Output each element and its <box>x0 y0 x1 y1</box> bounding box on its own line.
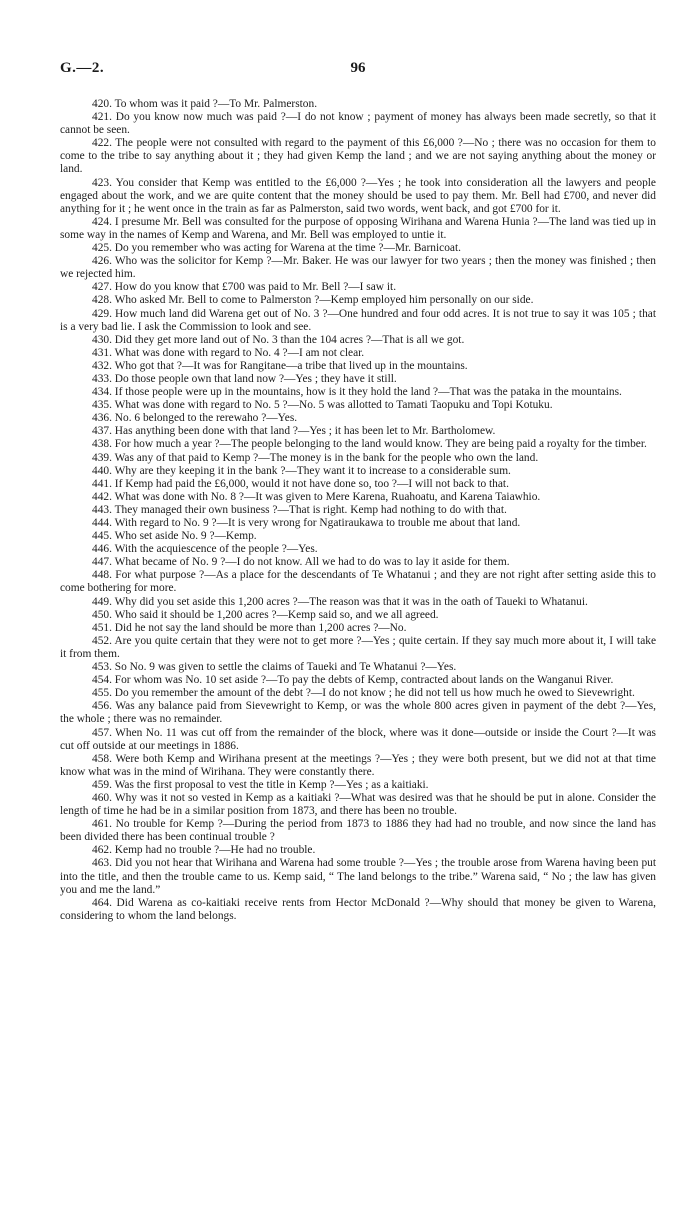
qa-paragraph: 449. Why did you set aside this 1,200 acres ?—The reason was that it was in the oath of Taueki to Whatanui. <box>92 595 588 608</box>
qa-paragraph: 424. I presume Mr. Bell was consulted for the purpose of opposing Wirihana and Warena Hunia ?—The land was tied up in some way in the names of Kemp and Warena, and Mr. Bell was employed to untie it. <box>60 215 656 241</box>
qa-paragraph: 445. Who set aside No. 9 ?—Kemp. <box>92 530 257 543</box>
qa-paragraph: 462. Kemp had no trouble ?—He had no trouble. <box>92 844 316 857</box>
qa-paragraph: 444. With regard to No. 9 ?—It is very wrong for Ngatiraukawa to trouble me about that land. <box>92 517 521 529</box>
qa-paragraph: 426. Who was the solicitor for Kemp ?—Mr. Baker. He was our lawyer for two years ; then the money was finished ; then we rejected him. <box>60 255 656 281</box>
qa-paragraph: 437. Has anything been done with that land ?—Yes ; it has been let to Mr. Bartholomew. <box>92 425 496 438</box>
qa-paragraph: 456. Was any balance paid from Sievewright to Kemp, or was the whole 800 acres given in payment of the debt ?—Yes, the whole ; there was no remainder. <box>60 700 656 726</box>
page-header <box>60 60 656 82</box>
qa-paragraph: 447. What became of No. 9 ?—I do not know. All we had to do was to lay it aside for them. <box>92 556 510 569</box>
page-number: 96 <box>350 60 366 76</box>
qa-paragraph: 458. Were both Kemp and Wirihana present at the meetings ?—Yes ; they were both present, but we did not at that time know what was in the mind of Wirihana. They were constantly there. <box>60 752 656 778</box>
qa-paragraph: 451. Did he not say the land should be more than 1,200 acres ?—No. <box>92 621 407 634</box>
qa-paragraph: 420. To whom was it paid ?—To Mr. Palmerston. <box>92 98 318 110</box>
qa-paragraph: 432. Who got that ?—It was for Rangitane—a tribe that lived up in the mountains. <box>92 359 468 372</box>
qa-paragraph: 463. Did you not hear that Wirihana and Warena had some trouble ?—Yes ; the trouble arose from Warena having been put into the title, and then the trouble came to us. Kemp said, “ The land belongs to the tribe.” Warena said, “ No ; the law has given you and me the land.” <box>60 857 656 896</box>
qa-paragraph: 448. For what purpose ?—As a place for the descendants of Te Whatanui ; and they are not right after setting aside this to come bothering for more. <box>60 569 656 595</box>
qa-paragraph: 459. Was the first proposal to vest the title in Kemp ?—Yes ; as a kaitiaki. <box>92 778 429 791</box>
qa-paragraph: 431. What was done with regard to No. 4 ?—I am not clear. <box>92 346 365 359</box>
qa-paragraph: 439. Was any of that paid to Kemp ?—The money is in the bank for the people who own the land. <box>92 451 539 464</box>
qa-paragraph: 452. Are you quite certain that they were not to get more ?—Yes ; quite certain. If they say much more about it, I will take it from them. <box>60 634 656 660</box>
qa-paragraph: 434. If those people were up in the mountains, how is it they hold the land ?—That was the pataka in the mountains. <box>92 386 622 399</box>
qa-paragraph: 457. When No. 11 was cut off from the remainder of the block, where was it done—outside or inside the Court ?—It was cut off outside at our meetings in 1886. <box>60 726 656 752</box>
qa-paragraph: 453. So No. 9 was given to settle the claims of Taueki and Te Whatanui ?—Yes. <box>92 661 457 674</box>
qa-paragraph: 436. No. 6 belonged to the rerewaho ?—Yes. <box>92 412 298 425</box>
qa-paragraph: 443. They managed their own business ?—That is right. Kemp had nothing to do with that. <box>92 503 507 516</box>
page-body <box>60 98 656 923</box>
qa-paragraph: 460. Why was it not so vested in Kemp as a kaitiaki ?—What was desired was that he should be put in alone. Consider the length of time he had be in a similar position from 1873, and there has been no trouble. <box>60 791 656 818</box>
qa-paragraph: 428. Who asked Mr. Bell to come to Palmerston ?—Kemp employed him personally on our side. <box>92 294 534 307</box>
qa-paragraph: 430. Did they get more land out of No. 3 than the 104 acres ?—That is all we got. <box>92 333 465 346</box>
qa-paragraph: 461. No trouble for Kemp ?—During the period from 1873 to 1886 they had had no trouble, and now since the land has been divided there has been continual trouble ? <box>60 818 656 844</box>
qa-paragraph: 464. Did Warena as co-kaitiaki receive rents from Hector McDonald ?—Why should that money be given to Warena, considering to whom the land belongs. <box>60 896 656 922</box>
qa-paragraph: 421. Do you know now much was paid ?—I do not know ; payment of money has always been made secretly, so that it cannot be seen. <box>60 111 656 137</box>
qa-paragraph: 446. With the acquiescence of the people ?—Yes. <box>92 543 318 556</box>
qa-paragraph: 454. For whom was No. 10 set aside ?—To pay the debts of Kemp, contracted about lands on the Wanganui River. <box>92 674 614 687</box>
qa-paragraph: 433. Do those people own that land now ?—Yes ; they have it still. <box>92 372 397 385</box>
qa-paragraph: 423. You consider that Kemp was entitled to the £6,000 ?—Yes ; he took into consideration all the lawyers and people engaged about the work, and we are quite content that the money should be used to pay them. Mr. Bell had £700, and never did anything for it ; he went once in the train as far as Palmerston, said two words, went back, and got £700 for it. <box>60 176 656 215</box>
qa-paragraph: 441. If Kemp had paid the £6,000, would it not have done so, too ?—I will not back to that. <box>92 477 509 490</box>
qa-paragraph: 435. What was done with regard to No. 5 ?—No. 5 was allotted to Tamati Taopuku and Topi Kotuku. <box>92 399 553 412</box>
qa-paragraph: 429. How much land did Warena get out of No. 3 ?—One hundred and four odd acres. It is not true to say it was 105 ; that is a very bad lie. I ask the Commission to look and see. <box>60 307 656 333</box>
qa-paragraph: 442. What was done with No. 8 ?—It was given to Mere Karena, Ruahoatu, and Karena Taiawhio. <box>92 490 541 503</box>
qa-paragraph: 425. Do you remember who was acting for Warena at the time ?—Mr. Barnicoat. <box>92 242 461 255</box>
qa-paragraph: 450. Who said it should be 1,200 acres ?—Kemp said so, and we all agreed. <box>92 608 439 621</box>
qa-paragraph: 438. For how much a year ?—The people belonging to the land would know. They are being paid a royalty for the timber. <box>92 438 647 451</box>
qa-paragraph: 455. Do you remember the amount of the debt ?—I do not know ; he did not tell us how much he owed to Sievewright. <box>92 687 635 700</box>
qa-paragraph: 427. How do you know that £700 was paid to Mr. Bell ?—I saw it. <box>92 281 397 294</box>
document-reference: G.—2. <box>60 60 105 76</box>
qa-paragraph: 440. Why are they keeping it in the bank ?—They want it to increase to a considerable sum. <box>92 464 511 477</box>
qa-paragraph: 422. The people were not consulted with regard to the payment of this £6,000 ?—No ; there was no occasion for them to come to the tribe to say anything about it ; they had given Kemp the land ; and we are not saying anything about the money or land. <box>60 137 656 176</box>
